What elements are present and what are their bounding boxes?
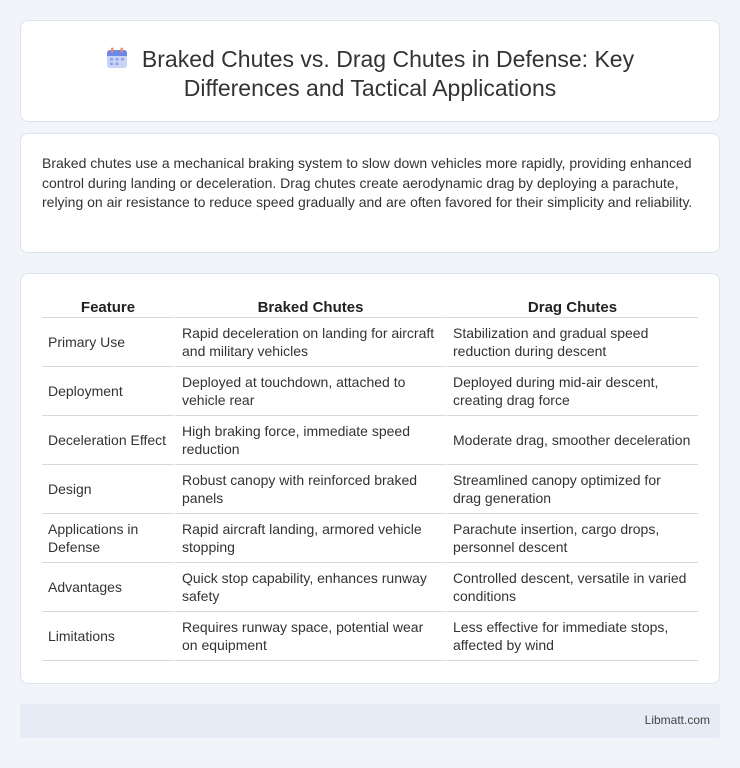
comparison-card <box>20 273 720 684</box>
table-row <box>42 514 698 563</box>
table-row <box>42 612 698 661</box>
header-braked-chutes: Braked Chutes <box>174 296 445 318</box>
table-row <box>42 367 698 416</box>
title-card <box>20 20 720 122</box>
intro-paragraph: Braked chutes use a mechanical braking system to slow down vehicles more rapidly, providing enhanced control during landing or deceleration. Drag chutes create aerodynamic drag by deploying a parachute, relying on air resistance to reduce speed gradually and are often favored for their simplicity and reliability. <box>42 155 693 210</box>
table-row <box>42 416 698 465</box>
feature-cell: Deployment <box>42 367 174 416</box>
table-header-row <box>42 296 698 318</box>
braked-cell: Rapid deceleration on landing for aircraft and military vehicles <box>174 318 445 367</box>
table-row <box>42 318 698 367</box>
footer-bar <box>20 704 720 738</box>
feature-cell: Limitations <box>42 612 174 661</box>
drag-cell: Deployed during mid-air descent, creating drag force <box>445 367 698 416</box>
feature-cell: Applications in Defense <box>42 514 174 563</box>
feature-cell: Design <box>42 465 174 514</box>
header-drag-chutes: Drag Chutes <box>445 296 698 318</box>
braked-cell: High braking force, immediate speed reduction <box>174 416 445 465</box>
braked-cell: Robust canopy with reinforced braked panels <box>174 465 445 514</box>
drag-cell: Streamlined canopy optimized for drag generation <box>445 465 698 514</box>
title-text: Braked Chutes vs. Drag Chutes in Defense: Key Differences and Tactical Applications <box>141 46 635 101</box>
feature-cell: Deceleration Effect <box>42 416 174 465</box>
drag-cell: Parachute insertion, cargo drops, personnel descent <box>445 514 698 563</box>
braked-cell: Rapid aircraft landing, armored vehicle stopping <box>174 514 445 563</box>
braked-cell: Quick stop capability, enhances runway safety <box>174 563 445 612</box>
header-feature: Feature <box>42 296 174 318</box>
intro-card <box>20 133 720 253</box>
drag-cell: Controlled descent, versatile in varied conditions <box>445 563 698 612</box>
drag-cell: Moderate drag, smoother deceleration <box>445 416 698 465</box>
drag-cell: Stabilization and gradual speed reduction during descent <box>445 318 698 367</box>
comparison-table <box>42 296 698 661</box>
calendar-icon <box>106 47 128 69</box>
feature-cell: Primary Use <box>42 318 174 367</box>
table-row <box>42 563 698 612</box>
braked-cell: Deployed at touchdown, attached to vehicle rear <box>174 367 445 416</box>
page-title <box>21 45 719 103</box>
drag-cell: Less effective for immediate stops, affected by wind <box>445 612 698 661</box>
footer-site-link[interactable]: Libmatt.com <box>644 713 710 727</box>
feature-cell: Advantages <box>42 563 174 612</box>
table-row <box>42 465 698 514</box>
braked-cell: Requires runway space, potential wear on equipment <box>174 612 445 661</box>
